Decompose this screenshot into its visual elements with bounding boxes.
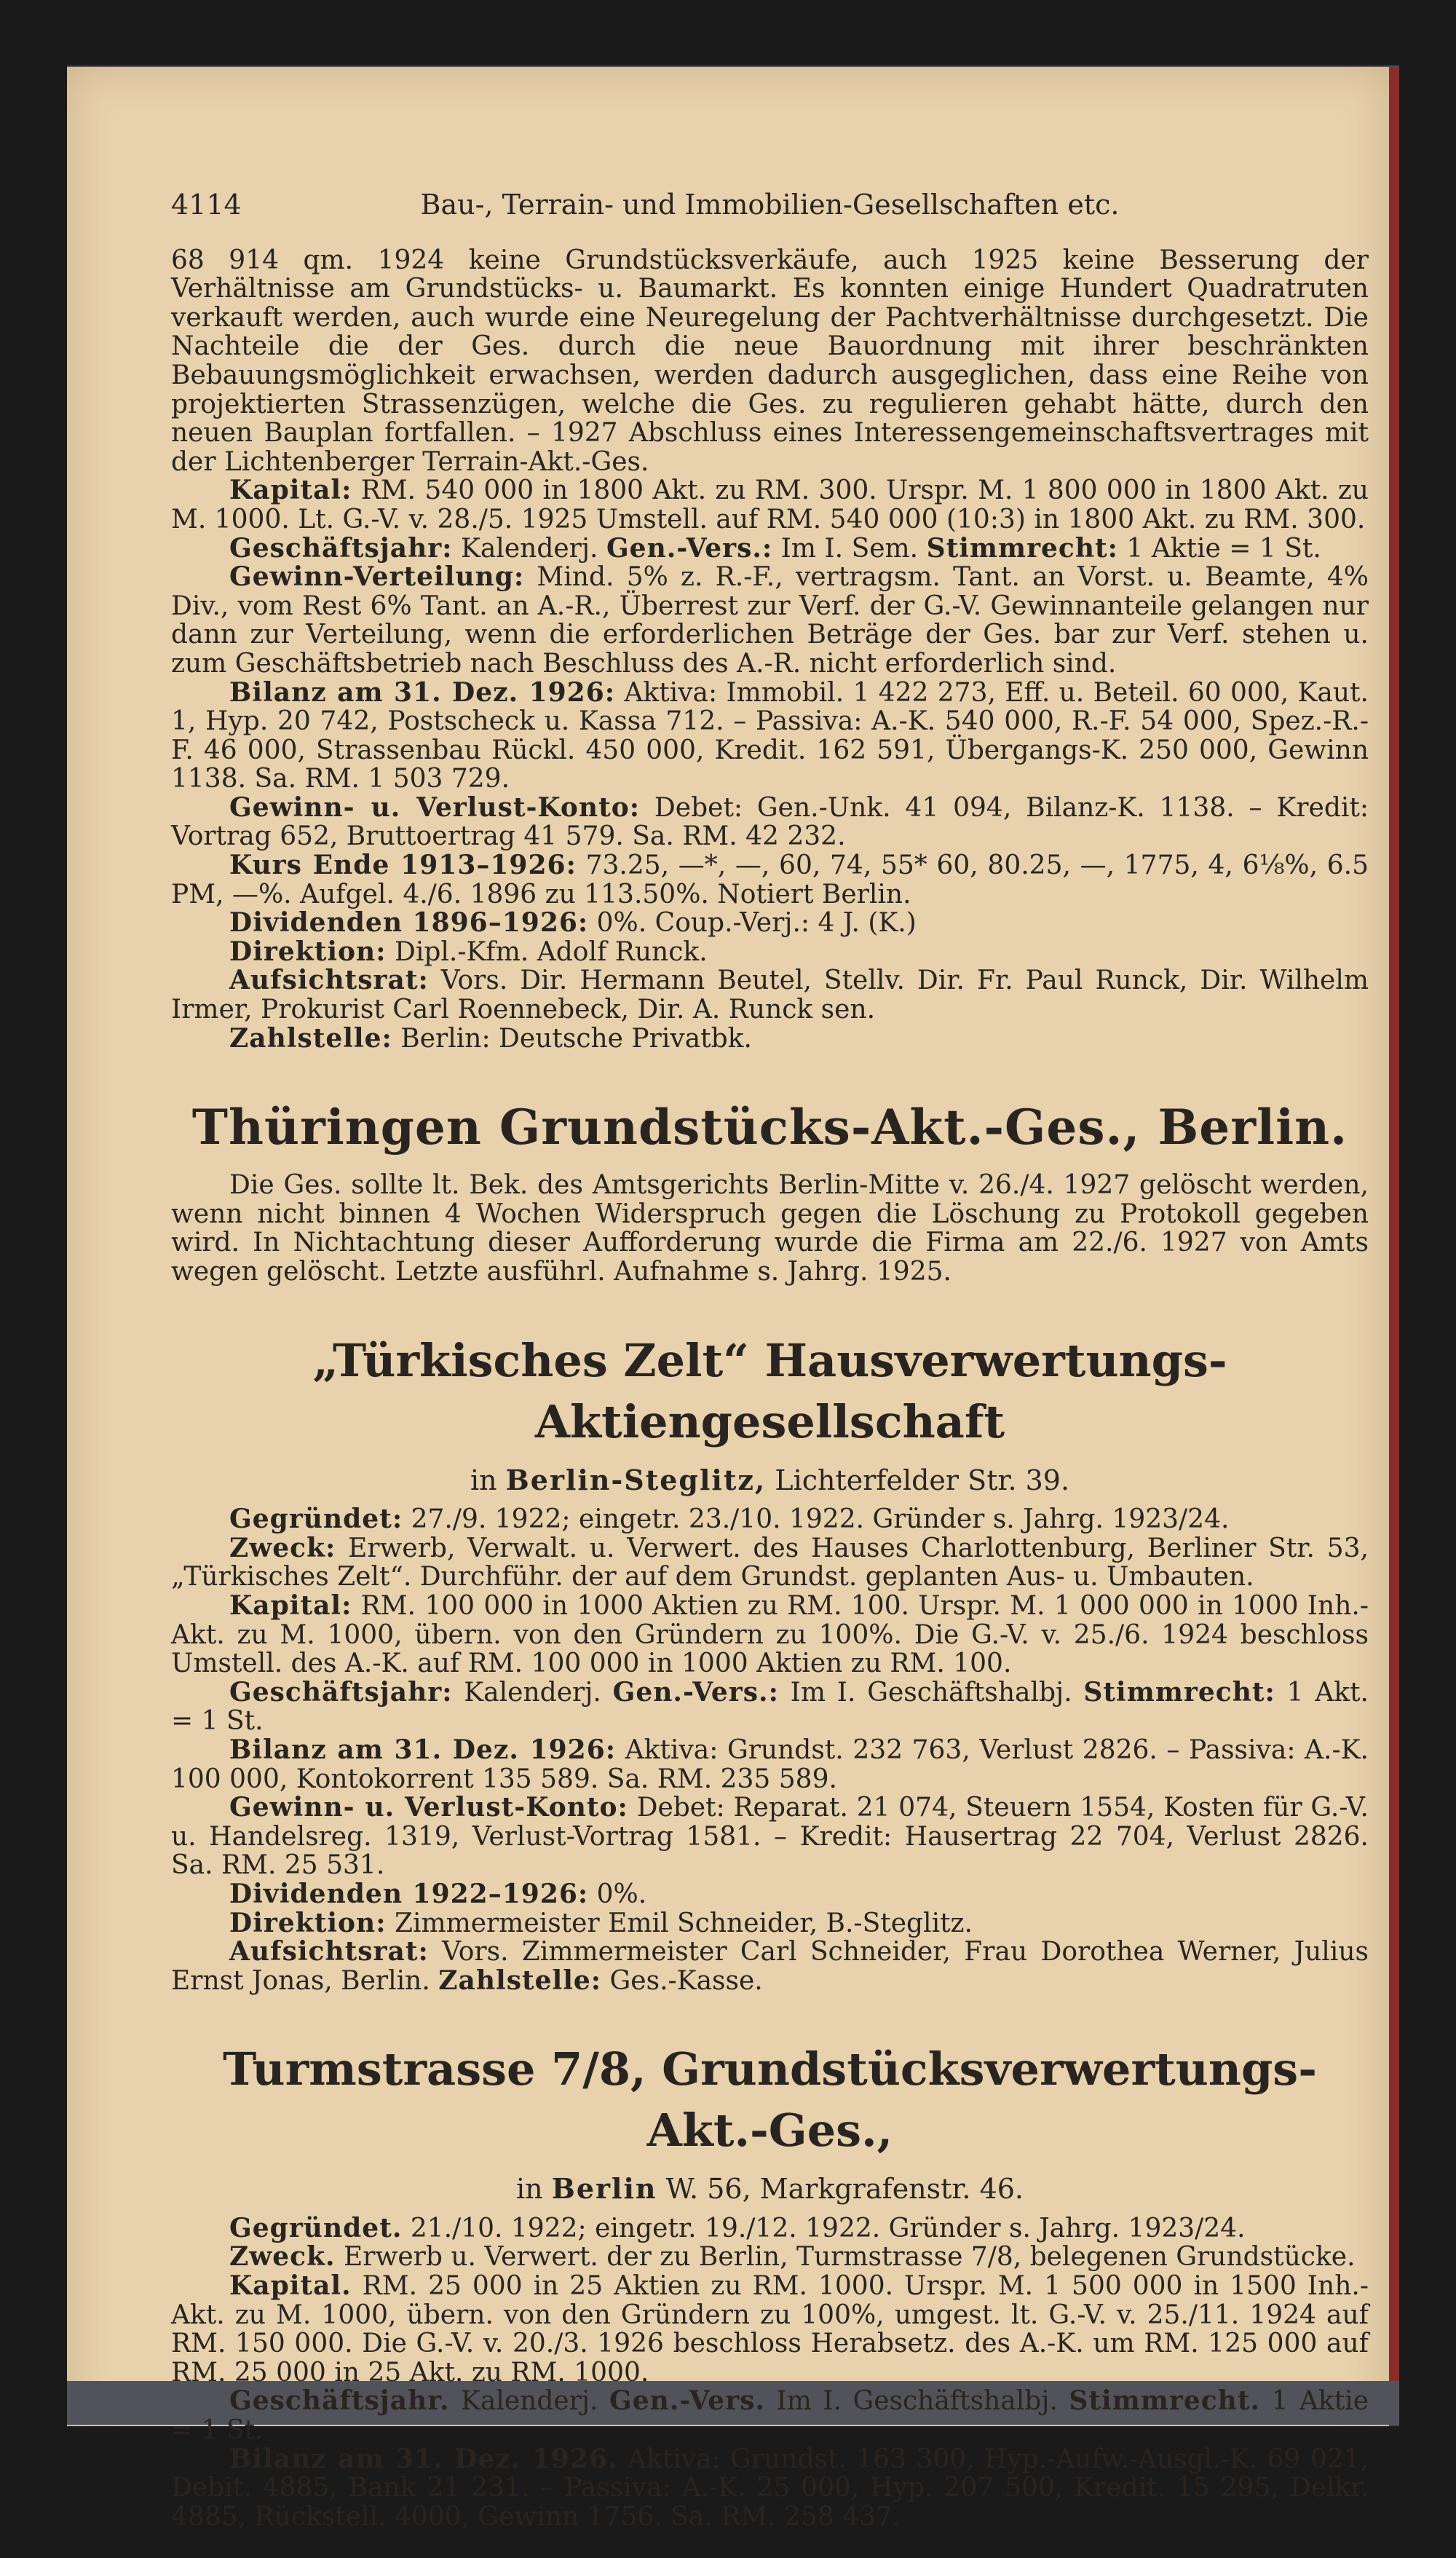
company-title-turmstrasse: Turmstrasse 7/8, Grundstücksverwertungs-Akt.-Ges., bbox=[223, 2042, 1317, 2158]
s3-direktion: Direktion: Zimmermeister Emil Schneider, B.-Steglitz. bbox=[229, 1907, 973, 1938]
running-head: Bau-, Terrain- und Immobilien-Gesellschaften etc. bbox=[420, 189, 1120, 221]
page-number: 4114 bbox=[171, 189, 242, 221]
s1-dividenden: Dividenden 1896–1926: 0%. Coup.-Verj.: 4 J. (K.) bbox=[229, 907, 917, 939]
s3-bilanz: Bilanz am 31. Dez. 1926: Aktiva: Grundst. 232 763, Verlust 2826. – Passiva: A.-K. 100 000, Kontokorrent 135 589. Sa. RM. 235 589. bbox=[171, 1734, 1369, 1794]
company-title-thueringen: Thüringen Grundstücks-Akt.-Ges., Berlin. bbox=[191, 1099, 1348, 1156]
s1-gewinn-verteilung: Gewinn-Verteilung: Mind. 5% z. R.-F., vertragsm. Tant. an Vorst. u. Beamte, 4% Div., vom Rest 6% Tant. an A.-R., Überrest zur Verf. der G.-V. Gewinnanteile gelangen nur dann zur Verteilung, wenn die erforderlichen Beträge der Ges. bar zur Verf. stehen u. zum Geschäftsbetrieb nach Beschluss des A.-R. nicht erforderlich sind. bbox=[171, 561, 1369, 679]
s1-geschaeftsjahr: Geschäftsjahr: Kalenderj. Gen.-Vers.: Im I. Sem. Stimmrecht: 1 Aktie = 1 St. bbox=[229, 532, 1321, 564]
s4-kapital: Kapital. RM. 25 000 in 25 Aktien zu RM. 1000. Urspr. M. 1 500 000 in 1500 Inh.-Akt. zu M. 1000, übern. von den Gründern zu 100%, umgest. lt. G.-V. v. 25./11. 1924 auf RM. 150 000. Die G.-V. v. 20./3. 1926 beschloss Herabsetz. des A.-K. um RM. 125 000 auf RM. 25 000 in 25 Akt. zu RM. 1000. bbox=[171, 2270, 1369, 2388]
s1-aufsichtsrat: Aufsichtsrat: Vors. Dir. Hermann Beutel, Stellv. Dir. Fr. Paul Runck, Dir. Wilhelm Irmer, Prokurist Carl Roennebeck, Dir. A. Runck sen. bbox=[171, 965, 1369, 1025]
s1-guv: Gewinn- u. Verlust-Konto: Debet: Gen.-Unk. 41 094, Bilanz-K. 1138. – Kredit: Vortrag 652, Bruttoertrag 41 579. Sa. RM. 42 232. bbox=[171, 792, 1369, 852]
s1-zahlstelle: Zahlstelle: Berlin: Deutsche Privatbk. bbox=[229, 1022, 752, 1054]
page-content bbox=[171, 191, 1369, 2531]
s1-intro: 68 914 qm. 1924 keine Grundstücksverkäufe, auch 1925 keine Besserung der Verhältnisse am Grundstücks- u. Baumarkt. Es konnten einige Hundert Quadratruten verkauft werden, auch wurde eine Neuregelung der Pachtverhältnisse durchgesetzt. Die Nachteile die der Ges. durch die neue Bauordnung mit ihrer beschränkten Bebauungsmöglichkeit erwachsen, werden dadurch ausgeglichen, dass eine Reihe von projektierten Strassenzügen, welche die Ges. zu regulieren gehabt hätte, durch den neuen Bauplan fortfallen. – 1927 Abschluss eines Interessengemeinschaftsvertrages mit der Lichtenberger Terrain-Akt.-Ges. bbox=[171, 245, 1369, 477]
s1-direktion: Direktion: Dipl.-Kfm. Adolf Runck. bbox=[229, 936, 708, 967]
s1-kapital: Kapital: RM. 540 000 in 1800 Akt. zu RM. 300. Urspr. M. 1 800 000 in 1800 Akt. zu M. 1000. Lt. G.-V. v. 28./5. 1925 Umstell. auf RM. 540 000 (10:3) in 1800 Akt. zu RM. 300. bbox=[171, 475, 1369, 534]
s1-bilanz: Bilanz am 31. Dez. 1926: Aktiva: Immobil. 1 422 273, Eff. u. Beteil. 60 000, Kaut. 1, Hyp. 20 742, Postscheck u. Kassa 712. – Passiva: A.-K. 540 000, R.-F. 54 000, Spez.-R.-F. 46 000, Strassenbau Rückl. 450 000, Kredit. 162 591, Übergangs-K. 250 000, Gewinn 1138. Sa. RM. 1 503 729. bbox=[171, 676, 1369, 794]
s3-gegruendet: Gegründet: 27./9. 1922; eingetr. 23./10. 1922. Gründer s. Jahrg. 1923/24. bbox=[229, 1504, 1230, 1535]
s3-guv: Gewinn- u. Verlust-Konto: Debet: Reparat. 21 074, Steuern 1554, Kosten für G.-V. u. Handelsreg. 1319, Verlust-Vortrag 1581. – Kredit: Hausertrag 22 704, Verlust 2826. Sa. RM. 25 531. bbox=[171, 1792, 1369, 1881]
s3-aufsichtsrat: Aufsichtsrat: Vors. Zimmermeister Carl Schneider, Frau Dorothea Werner, Julius Ernst Jonas, Berlin. Zahlstelle: Ges.-Kasse. bbox=[171, 1936, 1369, 1996]
s4-geschaeftsjahr: Geschäftsjahr. Kalenderj. Gen.-Vers. Im I. Geschäftshalbj. Stimmrecht. 1 Aktie = 1 St. bbox=[171, 2385, 1369, 2446]
s3-zweck: Zweck: Erwerb, Verwalt. u. Verwert. des Hauses Charlottenburg, Berliner Str. 53, „Türkisches Zelt“. Durchführ. der auf dem Grundst. geplanten Aus- u. Umbauten. bbox=[171, 1532, 1369, 1592]
s2-text: Die Ges. sollte lt. Bek. des Amtsgerichts Berlin-Mitte v. 26./4. 1927 gelöscht werden, wenn nicht binnen 4 Wochen Widerspruch gegen die Löschung zu Protokoll gegeben wird. In Nichtachtung dieser Aufforderung wurde die Firma am 22./6. 1927 von Amts wegen gelöscht. Letzte ausführl. Aufnahme s. Jahrg. 1925. bbox=[171, 1170, 1369, 1287]
s4-zweck: Zweck. Erwerb u. Verwert. der zu Berlin, Turmstrasse 7/8, belegenen Grundstücke. bbox=[229, 2241, 1356, 2273]
page-header bbox=[171, 191, 1369, 220]
s1-kurs: Kurs Ende 1913–1926: 73.25, —*, —, 60, 74, 55* 60, 80.25, —, 1775, 4, 6⅛%, 6.5 PM, —%. Aufgel. 4./6. 1896 zu 113.50%. Notiert Berlin. bbox=[171, 850, 1369, 909]
s4-seat: in Berlin W. 56, Markgrafenstr. 46. bbox=[515, 2172, 1024, 2206]
s4-bilanz: Bilanz am 31. Dez. 1926. Aktiva: Grundst. 163 300, Hyp.-Aufw.-Ausgl.-K. 69 021, Debit. 4885, Bank 21 231. – Passiva: A.-K. 25 000, Hyp. 207 500, Kredit. 15 295, Delkr. 4885, Rückstell. 4000, Gewinn 1756. Sa. RM. 258 437. bbox=[171, 2443, 1369, 2532]
company-title-tuerkisches-zelt: „Türkisches Zelt“ Hausverwertungs-Aktiengesellschaft bbox=[312, 1333, 1227, 1448]
s4-gegruendet: Gegründet. 21./10. 1922; eingetr. 19./12. 1922. Gründer s. Jahrg. 1923/24. bbox=[229, 2212, 1246, 2243]
s3-geschaeftsjahr: Geschäftsjahr: Kalenderj. Gen.-Vers.: Im I. Geschäftshalbj. Stimmrecht: 1 Akt. = 1 St. bbox=[171, 1676, 1369, 1737]
s3-dividenden: Dividenden 1922–1926: 0%. bbox=[229, 1878, 647, 1909]
s3-kapital: Kapital: RM. 100 000 in 1000 Aktien zu RM. 100. Urspr. M. 1 000 000 in 1000 Inh.-Akt. zu M. 1000, übern. von den Gründern zu 100%. Die G.-V. v. 25./6. 1924 beschloss Umstell. des A.-K. auf RM. 100 000 in 1000 Aktien zu RM. 100. bbox=[171, 1590, 1369, 1679]
s3-seat: in Berlin-Steglitz, Lichterfelder Str. 39. bbox=[470, 1463, 1070, 1496]
